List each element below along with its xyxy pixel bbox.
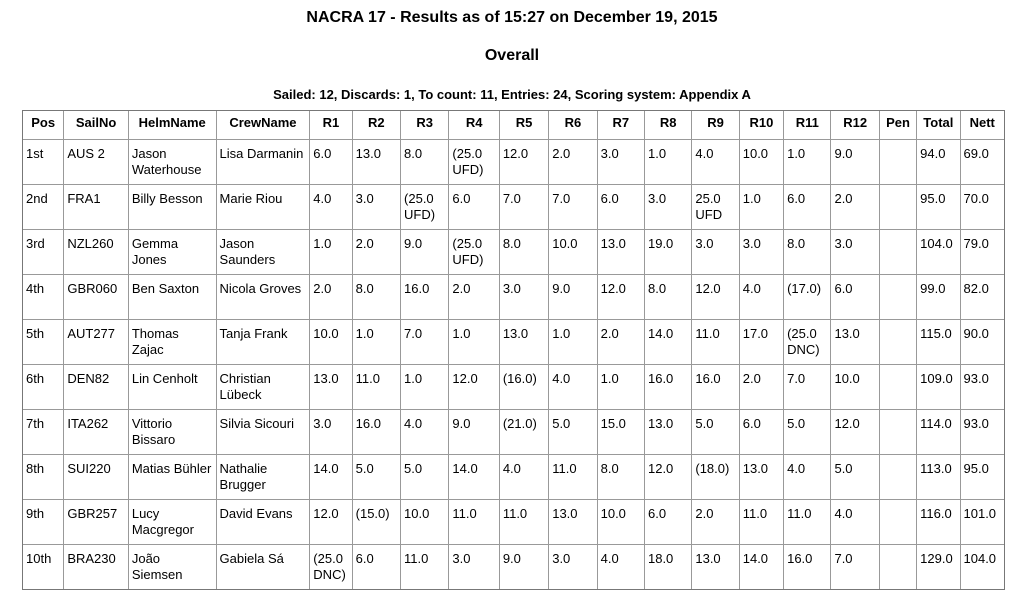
cell-r9: 11.0 (692, 320, 739, 365)
cell-crewname: David Evans (217, 500, 311, 545)
column-header-r2: R2 (353, 111, 401, 140)
table-row (23, 455, 1004, 500)
column-header-crewname: CrewName (217, 111, 311, 140)
cell-r10: 17.0 (740, 320, 784, 365)
column-header-sailno: SailNo (64, 111, 129, 140)
cell-r6: 5.0 (549, 410, 597, 455)
series-summary: Sailed: 12, Discards: 1, To count: 11, Entries: 24, Scoring system: Appendix A (273, 87, 751, 102)
cell-r2: (15.0) (353, 500, 401, 545)
cell-r1: 1.0 (310, 230, 352, 275)
cell-helmname: Ben Saxton (129, 275, 217, 320)
cell-r6: 7.0 (549, 185, 597, 230)
cell-r11: 6.0 (784, 185, 831, 230)
cell-r8: 13.0 (645, 410, 692, 455)
cell-pen (880, 275, 917, 320)
column-header-helmname: HelmName (129, 111, 217, 140)
cell-total: 129.0 (917, 545, 960, 589)
cell-r1: 12.0 (310, 500, 352, 545)
cell-r10: 11.0 (740, 500, 784, 545)
cell-r2: 8.0 (353, 275, 401, 320)
cell-r5: 11.0 (500, 500, 549, 545)
cell-r12: 13.0 (831, 320, 879, 365)
cell-r1: 6.0 (310, 140, 352, 185)
cell-r10: 2.0 (740, 365, 784, 410)
cell-helmname: Lin Cenholt (129, 365, 217, 410)
cell-r11: 7.0 (784, 365, 831, 410)
cell-pen (880, 455, 917, 500)
cell-sailno: BRA230 (64, 545, 129, 589)
cell-crewname: Marie Riou (217, 185, 311, 230)
cell-r4: 11.0 (449, 500, 499, 545)
cell-pen (880, 500, 917, 545)
cell-sailno: DEN82 (64, 365, 129, 410)
cell-r3: 10.0 (401, 500, 449, 545)
cell-r5: 13.0 (500, 320, 549, 365)
cell-crewname: Nicola Groves (217, 275, 311, 320)
cell-r7: 1.0 (598, 365, 645, 410)
cell-r3: 8.0 (401, 140, 449, 185)
cell-pos: 10th (23, 545, 64, 589)
column-header-r6: R6 (549, 111, 597, 140)
cell-pos: 5th (23, 320, 64, 365)
cell-nett: 82.0 (961, 275, 1005, 320)
cell-r3: 4.0 (401, 410, 449, 455)
cell-pos: 8th (23, 455, 64, 500)
cell-pos: 9th (23, 500, 64, 545)
cell-r5: (21.0) (500, 410, 549, 455)
cell-r4: (25.0 UFD) (449, 230, 499, 275)
cell-crewname: Jason Saunders (217, 230, 311, 275)
table-row (23, 410, 1004, 455)
cell-pen (880, 410, 917, 455)
cell-r3: 1.0 (401, 365, 449, 410)
cell-sailno: AUT277 (64, 320, 129, 365)
column-header-nett: Nett (961, 111, 1005, 140)
column-header-pen: Pen (880, 111, 917, 140)
cell-pen (880, 185, 917, 230)
cell-pos: 7th (23, 410, 64, 455)
cell-r7: 12.0 (598, 275, 645, 320)
cell-r7: 13.0 (598, 230, 645, 275)
cell-r1: (25.0 DNC) (310, 545, 352, 589)
cell-sailno: GBR257 (64, 500, 129, 545)
column-header-r3: R3 (401, 111, 449, 140)
column-header-r1: R1 (310, 111, 352, 140)
cell-pos: 3rd (23, 230, 64, 275)
cell-r5: 12.0 (500, 140, 549, 185)
cell-r9: 13.0 (692, 545, 739, 589)
cell-r7: 8.0 (598, 455, 645, 500)
cell-nett: 104.0 (963, 551, 997, 566)
cell-r12: 10.0 (831, 365, 879, 410)
cell-sailno: AUS 2 (64, 140, 129, 185)
cell-sailno: GBR060 (64, 275, 129, 320)
cell-r3: 5.0 (401, 455, 449, 500)
cell-total: 116.0 (917, 500, 960, 545)
cell-r2: 1.0 (353, 320, 401, 365)
cell-r9: 4.0 (692, 140, 739, 185)
cell-r2: 6.0 (353, 545, 401, 589)
cell-total: 113.0 (917, 455, 960, 500)
cell-crewname: Tanja Frank (217, 320, 311, 365)
cell-helmname: João Siemsen (129, 545, 217, 589)
cell-r11: 11.0 (784, 500, 831, 545)
cell-crewname: Nathalie Brugger (217, 455, 311, 500)
cell-total: 94.0 (917, 140, 960, 185)
cell-r4: 2.0 (449, 275, 499, 320)
cell-r9: 12.0 (692, 275, 739, 320)
cell-r8: 16.0 (645, 365, 692, 410)
cell-r6: 9.0 (549, 275, 597, 320)
cell-crewname: Lisa Darmanin (217, 140, 311, 185)
cell-r6: 13.0 (549, 500, 597, 545)
cell-r6: 3.0 (549, 545, 597, 589)
cell-sailno: FRA1 (64, 185, 129, 230)
cell-r7: 10.0 (598, 500, 645, 545)
cell-r8: 1.0 (645, 140, 692, 185)
table-row (23, 545, 1004, 589)
cell-total: 109.0 (917, 365, 960, 410)
cell-r8: 6.0 (645, 500, 692, 545)
cell-r1: 4.0 (310, 185, 352, 230)
cell-pos: 6th (23, 365, 64, 410)
cell-r11: 5.0 (784, 410, 831, 455)
column-header-r4: R4 (449, 111, 499, 140)
table-row (23, 500, 1004, 545)
cell-r4: (25.0 UFD) (449, 140, 499, 185)
cell-r2: 11.0 (353, 365, 401, 410)
table-row (23, 230, 1004, 275)
cell-r11: 4.0 (784, 455, 831, 500)
cell-r11: 1.0 (784, 140, 831, 185)
cell-helmname: Matias Bühler (129, 455, 217, 500)
cell-r1: 14.0 (310, 455, 352, 500)
cell-total: 104.0 (917, 230, 960, 275)
cell-total: 115.0 (917, 320, 960, 365)
cell-r8: 14.0 (645, 320, 692, 365)
cell-r2: 16.0 (353, 410, 401, 455)
cell-r2: 5.0 (353, 455, 401, 500)
cell-r8: 3.0 (645, 185, 692, 230)
cell-r10: 13.0 (740, 455, 784, 500)
cell-r10: 3.0 (740, 230, 784, 275)
cell-pen (880, 320, 917, 365)
cell-r11: (17.0) (784, 275, 831, 320)
column-header-r7: R7 (598, 111, 645, 140)
cell-r10: 1.0 (740, 185, 784, 230)
column-header-pos: Pos (23, 111, 64, 140)
cell-r4: 14.0 (449, 455, 499, 500)
table-row (23, 320, 1004, 365)
cell-sailno: ITA262 (64, 410, 129, 455)
column-header-r5: R5 (500, 111, 549, 140)
cell-r3: 9.0 (401, 230, 449, 275)
cell-r4: 6.0 (449, 185, 499, 230)
cell-pen (880, 230, 917, 275)
cell-r10: 4.0 (740, 275, 784, 320)
cell-nett: 101.0 (961, 500, 1005, 545)
column-header-r10: R10 (740, 111, 784, 140)
results-table (22, 110, 1005, 590)
cell-pen (880, 140, 917, 185)
cell-r8: 12.0 (645, 455, 692, 500)
cell-nett: 69.0 (961, 140, 1005, 185)
cell-helmname: Thomas Zajac (129, 320, 217, 365)
cell-r5: 7.0 (500, 185, 549, 230)
cell-crewname: Silvia Sicouri (217, 410, 311, 455)
cell-r6: 11.0 (549, 455, 597, 500)
table-row (23, 365, 1004, 410)
cell-r1: 13.0 (310, 365, 352, 410)
cell-r6: 4.0 (549, 365, 597, 410)
cell-r12: 4.0 (831, 500, 879, 545)
cell-pos: 1st (23, 140, 64, 185)
cell-r3: 11.0 (401, 545, 449, 589)
cell-helmname: Vittorio Bissaro (129, 410, 217, 455)
cell-r5: 9.0 (500, 545, 549, 589)
cell-r3: 7.0 (401, 320, 449, 365)
table-row (23, 275, 1004, 320)
cell-helmname: Gemma Jones (129, 230, 217, 275)
cell-r2: 3.0 (353, 185, 401, 230)
cell-r12: 7.0 (831, 545, 879, 589)
cell-nett: 90.0 (961, 320, 1005, 365)
cell-crewname: Gabiela Sá (217, 545, 311, 589)
cell-r4: 1.0 (449, 320, 499, 365)
cell-r9: 5.0 (692, 410, 739, 455)
cell-pen (880, 545, 917, 589)
column-header-r8: R8 (645, 111, 692, 140)
cell-nett: 93.0 (961, 365, 1005, 410)
cell-sailno: NZL260 (64, 230, 129, 275)
cell-nett: 93.0 (961, 410, 1005, 455)
cell-r8: 18.0 (645, 545, 692, 589)
cell-r1: 2.0 (310, 275, 352, 320)
cell-r5: 3.0 (500, 275, 549, 320)
cell-r10: 14.0 (740, 545, 784, 589)
cell-r6: 10.0 (549, 230, 597, 275)
cell-r5: 4.0 (500, 455, 549, 500)
cell-r7: 2.0 (598, 320, 645, 365)
page-title: NACRA 17 - Results as of 15:27 on December 19, 2015 (306, 9, 718, 26)
cell-r1: 10.0 (310, 320, 352, 365)
cell-r5: 8.0 (500, 230, 549, 275)
table-row (23, 140, 1004, 185)
cell-r9: 2.0 (692, 500, 739, 545)
cell-r6: 2.0 (549, 140, 597, 185)
cell-total: 95.0 (917, 185, 960, 230)
cell-r5: (16.0) (500, 365, 549, 410)
cell-helmname: Lucy Macgregor (129, 500, 217, 545)
cell-r4: 12.0 (449, 365, 499, 410)
cell-nett: 79.0 (961, 230, 1005, 275)
cell-r10: 6.0 (740, 410, 784, 455)
cell-r9: (18.0) (692, 455, 739, 500)
cell-r4: 3.0 (449, 545, 499, 589)
cell-total: 99.0 (917, 275, 960, 320)
cell-r8: 8.0 (645, 275, 692, 320)
cell-pos: 4th (23, 275, 64, 320)
cell-r9: 3.0 (692, 230, 739, 275)
cell-r2: 2.0 (353, 230, 401, 275)
cell-r10: 10.0 (740, 140, 784, 185)
header-row (23, 111, 1004, 140)
cell-nett: 70.0 (961, 185, 1005, 230)
cell-r4: 9.0 (449, 410, 499, 455)
cell-helmname: Billy Besson (129, 185, 217, 230)
cell-r12: 3.0 (831, 230, 879, 275)
cell-r7: 6.0 (598, 185, 645, 230)
cell-crewname: Christian Lübeck (217, 365, 311, 410)
column-header-r11: R11 (784, 111, 831, 140)
cell-total: 114.0 (917, 410, 960, 455)
cell-r12: 5.0 (831, 455, 879, 500)
cell-r1: 3.0 (310, 410, 352, 455)
cell-r7: 15.0 (598, 410, 645, 455)
column-header-r9: R9 (692, 111, 739, 140)
cell-r7: 4.0 (598, 545, 645, 589)
cell-r9: 16.0 (692, 365, 739, 410)
cell-sailno: SUI220 (64, 455, 129, 500)
cell-r9: 25.0 UFD (692, 185, 739, 230)
cell-r12: 6.0 (831, 275, 879, 320)
cell-nett: 95.0 (961, 455, 1005, 500)
cell-pen (880, 365, 917, 410)
column-header-total: Total (917, 111, 960, 140)
cell-r11: 8.0 (784, 230, 831, 275)
cell-helmname: Jason Waterhouse (129, 140, 217, 185)
cell-r11: 16.0 (784, 545, 831, 589)
cell-r12: 12.0 (831, 410, 879, 455)
cell-pos: 2nd (23, 185, 64, 230)
cell-r2: 13.0 (353, 140, 401, 185)
cell-r8: 19.0 (645, 230, 692, 275)
cell-r6: 1.0 (549, 320, 597, 365)
cell-r3: 16.0 (401, 275, 449, 320)
cell-r12: 9.0 (831, 140, 879, 185)
cell-r3: (25.0 UFD) (401, 185, 449, 230)
table-row (23, 185, 1004, 230)
cell-r7: 3.0 (598, 140, 645, 185)
cell-r12: 2.0 (831, 185, 879, 230)
column-header-r12: R12 (831, 111, 879, 140)
cell-r11: (25.0 DNC) (784, 320, 831, 365)
page-subtitle: Overall (484, 47, 540, 64)
